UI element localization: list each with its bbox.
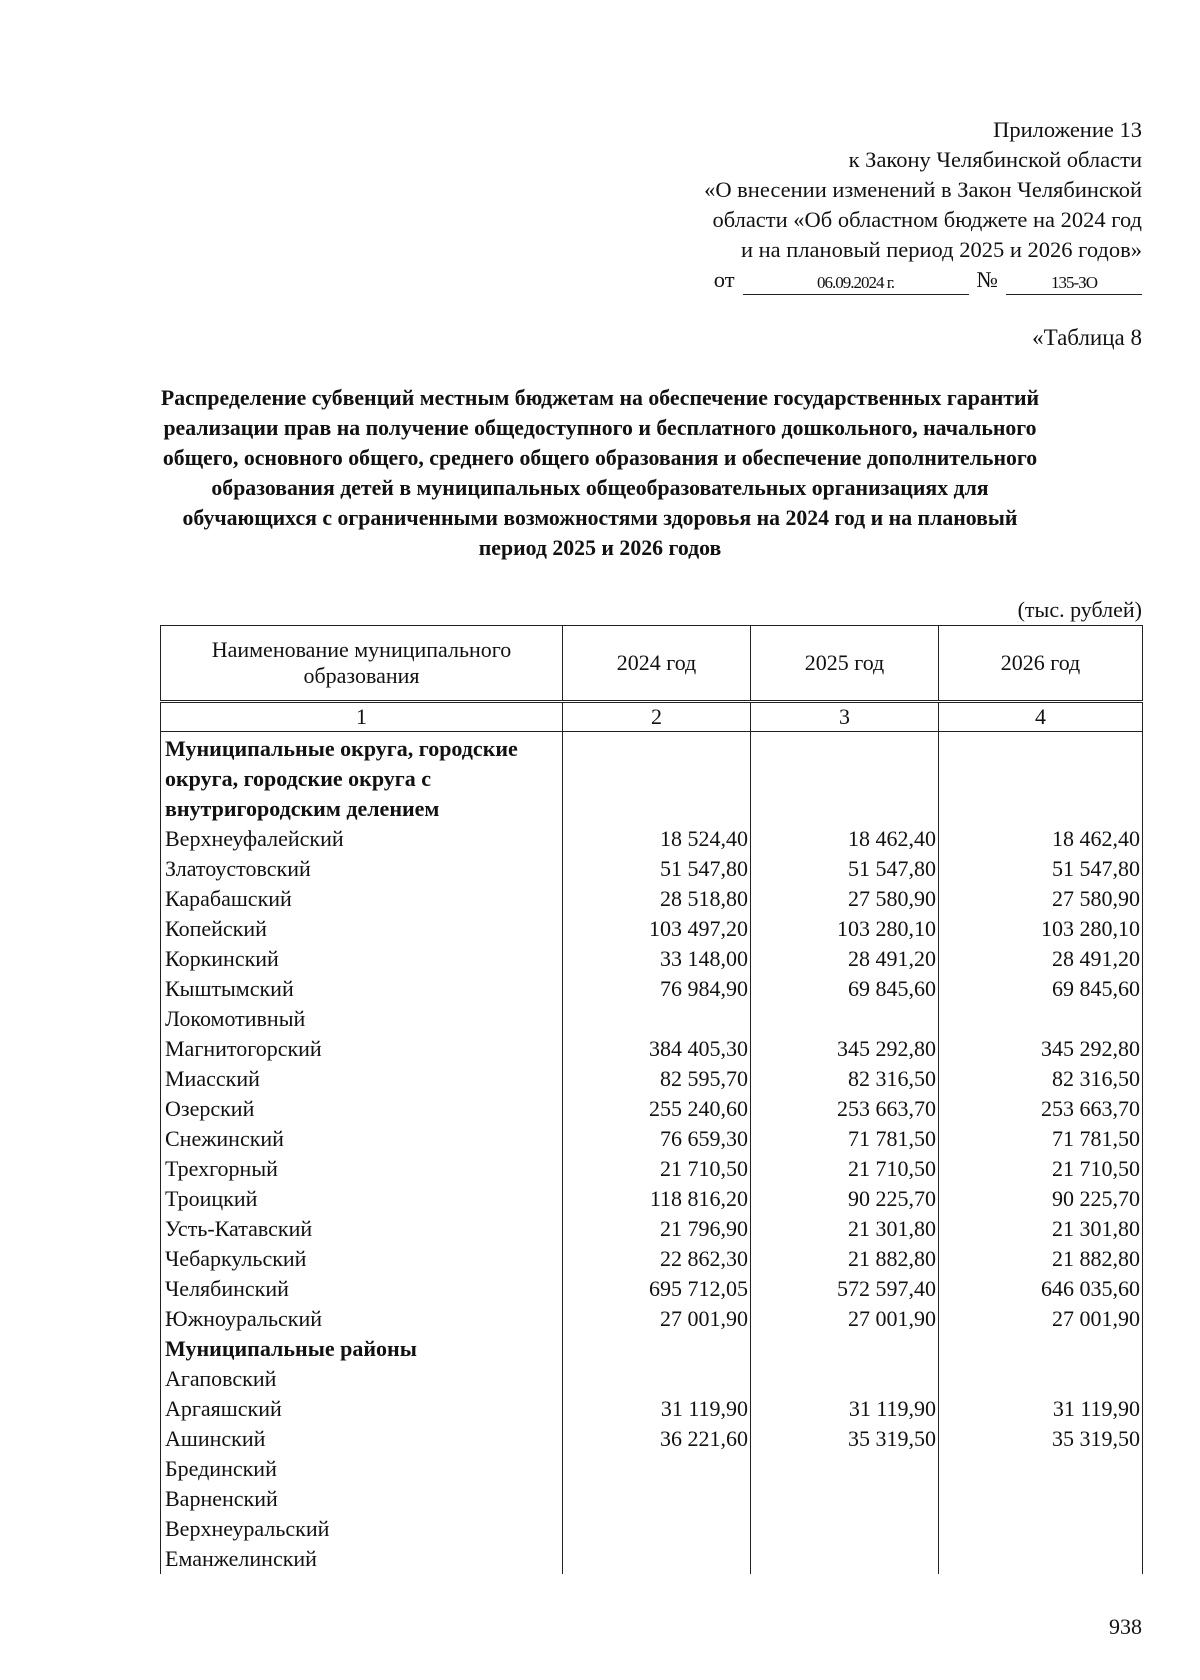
table-row bbox=[161, 1454, 1143, 1484]
municipality-name: Еманжелинский bbox=[161, 1544, 563, 1574]
table-row bbox=[161, 1394, 1143, 1424]
law-date: 06.09.2024 г. bbox=[743, 272, 969, 295]
column-header-2024: 2024 год bbox=[563, 626, 751, 702]
value-2025: 345 292,80 bbox=[751, 1034, 939, 1064]
value-2026 bbox=[939, 1484, 1143, 1514]
value-2024: 18 524,40 bbox=[563, 824, 751, 854]
municipality-name: Коркинский bbox=[161, 944, 563, 974]
column-number: 2 bbox=[563, 702, 751, 732]
table-row bbox=[161, 974, 1143, 1004]
value-2026: 18 462,40 bbox=[939, 824, 1143, 854]
document-header bbox=[522, 115, 1142, 295]
header-line: и на плановый период 2025 и 2026 годов» bbox=[740, 237, 1142, 262]
empty-cell bbox=[563, 732, 751, 825]
number-prefix: № bbox=[976, 267, 998, 292]
value-2026 bbox=[939, 1454, 1143, 1484]
empty-cell bbox=[751, 1334, 939, 1364]
value-2026: 51 547,80 bbox=[939, 854, 1143, 884]
municipality-name: Копейский bbox=[161, 914, 563, 944]
value-2024: 103 497,20 bbox=[563, 914, 751, 944]
table-row bbox=[161, 914, 1143, 944]
value-2024: 76 984,90 bbox=[563, 974, 751, 1004]
table-body bbox=[161, 732, 1143, 1575]
table-row bbox=[161, 1274, 1143, 1304]
table-row bbox=[161, 884, 1143, 914]
value-2025 bbox=[751, 1004, 939, 1034]
value-2025: 69 845,60 bbox=[751, 974, 939, 1004]
group-header-row bbox=[161, 732, 1143, 825]
value-2026: 21 710,50 bbox=[939, 1154, 1143, 1184]
value-2025: 253 663,70 bbox=[751, 1094, 939, 1124]
value-2025: 27 580,90 bbox=[751, 884, 939, 914]
municipality-name: Кыштымский bbox=[161, 974, 563, 1004]
value-2026: 253 663,70 bbox=[939, 1094, 1143, 1124]
value-2024 bbox=[563, 1514, 751, 1544]
value-2024: 21 796,90 bbox=[563, 1214, 751, 1244]
table-row bbox=[161, 1124, 1143, 1154]
value-2025: 27 001,90 bbox=[751, 1304, 939, 1334]
municipality-name: Варненский bbox=[161, 1484, 563, 1514]
value-2024 bbox=[563, 1484, 751, 1514]
value-2025: 572 597,40 bbox=[751, 1274, 939, 1304]
subvention-table-wrap bbox=[160, 625, 1142, 1574]
value-2024: 695 712,05 bbox=[563, 1274, 751, 1304]
value-2026: 90 225,70 bbox=[939, 1184, 1143, 1214]
value-2025 bbox=[751, 1484, 939, 1514]
table-row bbox=[161, 854, 1143, 884]
value-2026 bbox=[939, 1544, 1143, 1574]
column-header-name: Наименование муниципального образования bbox=[161, 626, 563, 702]
subvention-table bbox=[160, 625, 1143, 1574]
column-number: 3 bbox=[751, 702, 939, 732]
municipality-name: Чебаркульский bbox=[161, 1244, 563, 1274]
municipality-name: Озерский bbox=[161, 1094, 563, 1124]
value-2026: 82 316,50 bbox=[939, 1064, 1143, 1094]
column-header-2026: 2026 год bbox=[939, 626, 1143, 702]
group-title: Муниципальные районы bbox=[161, 1334, 563, 1364]
table-row bbox=[161, 1304, 1143, 1334]
municipality-name: Аргаяшский bbox=[161, 1394, 563, 1424]
header-line: Приложение 13 bbox=[993, 117, 1142, 142]
document-title: Распределение субвенций местным бюджетам на обеспечение государственных гарантий реализации прав на получение общедоступного и бесплатного дошкольного, начального общего, основного общего, среднего общего образования и обеспечение дополнительного образования детей в муниципальных общеобразовательных организациях для обучающихся с ограниченными возможностями здоровья на 2024 год и на плановый период 2025 и 2026 годов bbox=[160, 386, 1040, 560]
table-header-row bbox=[161, 626, 1143, 702]
empty-cell bbox=[751, 732, 939, 825]
municipality-name: Карабашский bbox=[161, 884, 563, 914]
value-2026: 28 491,20 bbox=[939, 944, 1143, 974]
value-2026 bbox=[939, 1514, 1143, 1544]
value-2026: 27 001,90 bbox=[939, 1304, 1143, 1334]
table-row bbox=[161, 1154, 1143, 1184]
table-row bbox=[161, 1484, 1143, 1514]
value-2025: 18 462,40 bbox=[751, 824, 939, 854]
value-2024: 33 148,00 bbox=[563, 944, 751, 974]
value-2026: 27 580,90 bbox=[939, 884, 1143, 914]
value-2026: 103 280,10 bbox=[939, 914, 1143, 944]
municipality-name: Усть-Катавский bbox=[161, 1214, 563, 1244]
value-2026 bbox=[939, 1364, 1143, 1394]
municipality-name: Ашинский bbox=[161, 1424, 563, 1454]
value-2026: 69 845,60 bbox=[939, 974, 1143, 1004]
municipality-name: Брединский bbox=[161, 1454, 563, 1484]
value-2024: 118 816,20 bbox=[563, 1184, 751, 1214]
value-2024: 82 595,70 bbox=[563, 1064, 751, 1094]
value-2024: 28 518,80 bbox=[563, 884, 751, 914]
value-2025 bbox=[751, 1364, 939, 1394]
signature-line bbox=[522, 265, 1142, 295]
table-row bbox=[161, 1064, 1143, 1094]
municipality-name: Агаповский bbox=[161, 1364, 563, 1394]
value-2025 bbox=[751, 1514, 939, 1544]
column-number-row bbox=[161, 702, 1143, 732]
value-2025: 28 491,20 bbox=[751, 944, 939, 974]
value-2026 bbox=[939, 1004, 1143, 1034]
group-header-row bbox=[161, 1334, 1143, 1364]
header-line: области «Об областном бюджете на 2024 год bbox=[712, 207, 1142, 232]
value-2025: 71 781,50 bbox=[751, 1124, 939, 1154]
municipality-name: Южноуральский bbox=[161, 1304, 563, 1334]
value-2025: 103 280,10 bbox=[751, 914, 939, 944]
table-reference: «Таблица 8 bbox=[1032, 325, 1142, 350]
value-2024: 27 001,90 bbox=[563, 1304, 751, 1334]
header-line: к Закону Челябинской области bbox=[848, 147, 1142, 172]
value-2024: 76 659,30 bbox=[563, 1124, 751, 1154]
value-2024 bbox=[563, 1454, 751, 1484]
municipality-name: Снежинский bbox=[161, 1124, 563, 1154]
table-row bbox=[161, 1364, 1143, 1394]
value-2025: 21 710,50 bbox=[751, 1154, 939, 1184]
municipality-name: Магнитогорский bbox=[161, 1034, 563, 1064]
value-2024 bbox=[563, 1364, 751, 1394]
table-row bbox=[161, 1004, 1143, 1034]
empty-cell bbox=[939, 732, 1143, 825]
value-2026: 31 119,90 bbox=[939, 1394, 1143, 1424]
value-2026: 21 882,80 bbox=[939, 1244, 1143, 1274]
table-row bbox=[161, 1214, 1143, 1244]
municipality-name: Верхнеуральский bbox=[161, 1514, 563, 1544]
value-2025 bbox=[751, 1544, 939, 1574]
value-2024: 31 119,90 bbox=[563, 1394, 751, 1424]
page-number: 938 bbox=[1109, 1614, 1142, 1639]
table-row bbox=[161, 1514, 1143, 1544]
date-prefix: от bbox=[713, 267, 735, 292]
table-row bbox=[161, 1544, 1143, 1574]
table-row bbox=[161, 1034, 1143, 1064]
column-header-2025: 2025 год bbox=[751, 626, 939, 702]
value-2024: 255 240,60 bbox=[563, 1094, 751, 1124]
column-number: 1 bbox=[161, 702, 563, 732]
law-number: 135-ЗО bbox=[1006, 272, 1142, 295]
value-2026: 345 292,80 bbox=[939, 1034, 1143, 1064]
table-row bbox=[161, 1244, 1143, 1274]
table-row bbox=[161, 1184, 1143, 1214]
value-2024: 36 221,60 bbox=[563, 1424, 751, 1454]
value-2025: 21 882,80 bbox=[751, 1244, 939, 1274]
municipality-name: Локомотивный bbox=[161, 1004, 563, 1034]
table-row bbox=[161, 944, 1143, 974]
value-2024: 384 405,30 bbox=[563, 1034, 751, 1064]
value-2026: 71 781,50 bbox=[939, 1124, 1143, 1154]
value-2024: 22 862,30 bbox=[563, 1244, 751, 1274]
municipality-name: Миасский bbox=[161, 1064, 563, 1094]
value-2025: 31 119,90 bbox=[751, 1394, 939, 1424]
value-2025: 90 225,70 bbox=[751, 1184, 939, 1214]
municipality-name: Троицкий bbox=[161, 1184, 563, 1214]
header-line: «О внесении изменений в Закон Челябинской bbox=[704, 177, 1142, 202]
value-2026: 35 319,50 bbox=[939, 1424, 1143, 1454]
table-row bbox=[161, 824, 1143, 854]
units-label: (тыс. рублей) bbox=[1017, 597, 1142, 622]
value-2024 bbox=[563, 1004, 751, 1034]
municipality-name: Трехгорный bbox=[161, 1154, 563, 1184]
value-2025: 35 319,50 bbox=[751, 1424, 939, 1454]
value-2025: 51 547,80 bbox=[751, 854, 939, 884]
value-2026: 21 301,80 bbox=[939, 1214, 1143, 1244]
value-2026: 646 035,60 bbox=[939, 1274, 1143, 1304]
table-row bbox=[161, 1094, 1143, 1124]
empty-cell bbox=[939, 1334, 1143, 1364]
value-2025: 82 316,50 bbox=[751, 1064, 939, 1094]
municipality-name: Верхнеуфалейский bbox=[161, 824, 563, 854]
municipality-name: Златоустовский bbox=[161, 854, 563, 884]
value-2024 bbox=[563, 1544, 751, 1574]
value-2025: 21 301,80 bbox=[751, 1214, 939, 1244]
value-2025 bbox=[751, 1454, 939, 1484]
municipality-name: Челябинский bbox=[161, 1274, 563, 1304]
group-title: Муниципальные округа, городские округа, городские округа с внутригородским делением bbox=[161, 732, 563, 825]
table-row bbox=[161, 1424, 1143, 1454]
empty-cell bbox=[563, 1334, 751, 1364]
column-number: 4 bbox=[939, 702, 1143, 732]
value-2024: 51 547,80 bbox=[563, 854, 751, 884]
value-2024: 21 710,50 bbox=[563, 1154, 751, 1184]
